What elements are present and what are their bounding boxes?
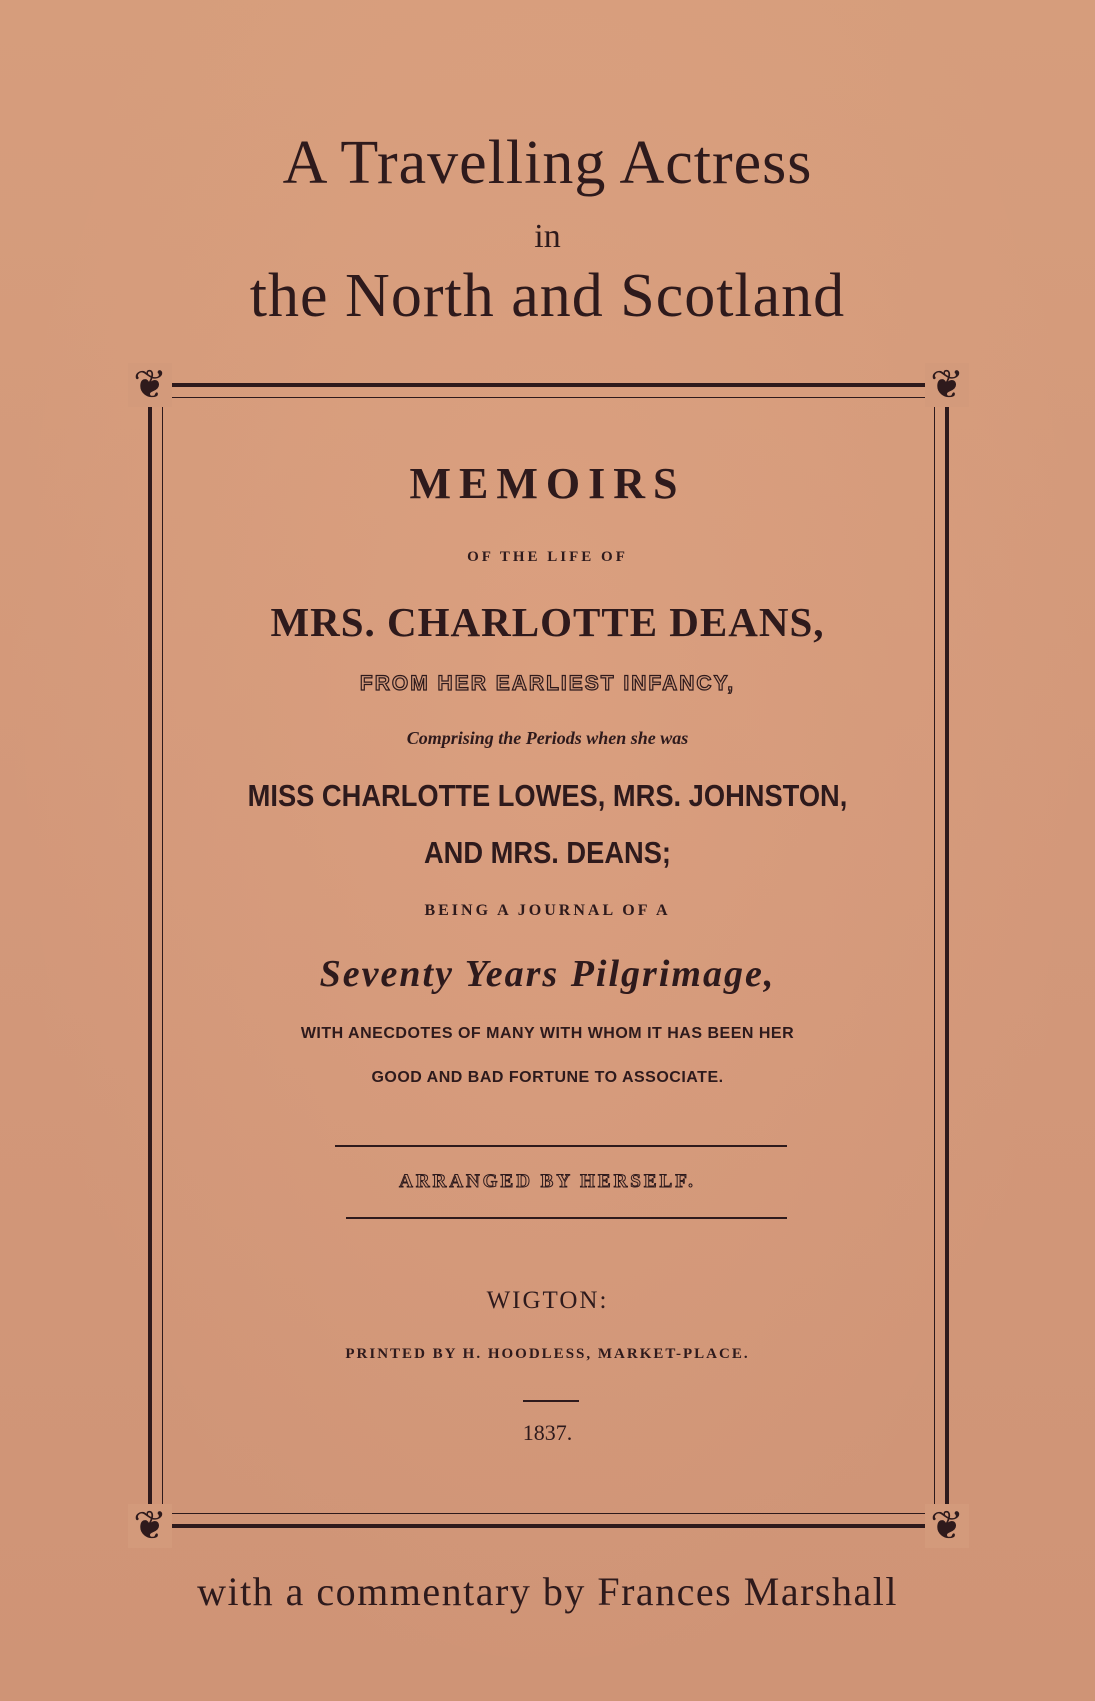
divider-rule	[346, 1217, 787, 1219]
cover-title-line-2: in	[534, 218, 561, 255]
journal-line: BEING A JOURNAL OF A	[424, 902, 671, 919]
maiden-names-line-2: AND MRS. DEANS;	[423, 835, 672, 870]
comprising-line: Comprising the Periods when she was	[406, 728, 689, 748]
imprint-place: WIGTON:	[486, 1287, 609, 1314]
short-divider-rule	[523, 1400, 579, 1402]
anecdotes-line-1: WITH ANECDOTES OF MANY WITH WHOM IT HAS BEEN HER	[300, 1025, 795, 1042]
cover-title-line-3: the North and Scotland	[249, 262, 846, 330]
imprint-year: 1837.	[522, 1420, 573, 1445]
fleuron-corner-icon: ❦	[925, 363, 969, 407]
anecdotes-line-2: GOOD AND BAD FORTUNE TO ASSOCIATE.	[371, 1069, 724, 1086]
earliest-infancy-line: FROM HER EARLIEST INFANCY,	[359, 672, 736, 695]
fleuron-corner-icon: ❦	[925, 1504, 969, 1548]
subject-name: MRS. CHARLOTTE DEANS,	[270, 599, 825, 645]
divider-rule	[335, 1145, 787, 1147]
fleuron-corner-icon: ❦	[128, 363, 172, 407]
commentary-credit: with a commentary by Frances Marshall	[197, 1569, 898, 1614]
fleuron-corner-icon: ❦	[128, 1504, 172, 1548]
imprint-printer: PRINTED BY H. HOODLESS, MARKET-PLACE.	[345, 1346, 750, 1362]
pilgrimage-line: Seventy Years Pilgrimage,	[319, 953, 776, 995]
maiden-names-line-1: MISS CHARLOTTE LOWES, MRS. JOHNSTON,	[247, 778, 848, 813]
arranged-by-line: ARRANGED BY HERSELF.	[399, 1171, 696, 1192]
memoirs-heading: MEMOIRS	[409, 459, 686, 508]
cover-title-line-1: A Travelling Actress	[282, 129, 813, 197]
of-the-life-of: OF THE LIFE OF	[467, 549, 628, 565]
